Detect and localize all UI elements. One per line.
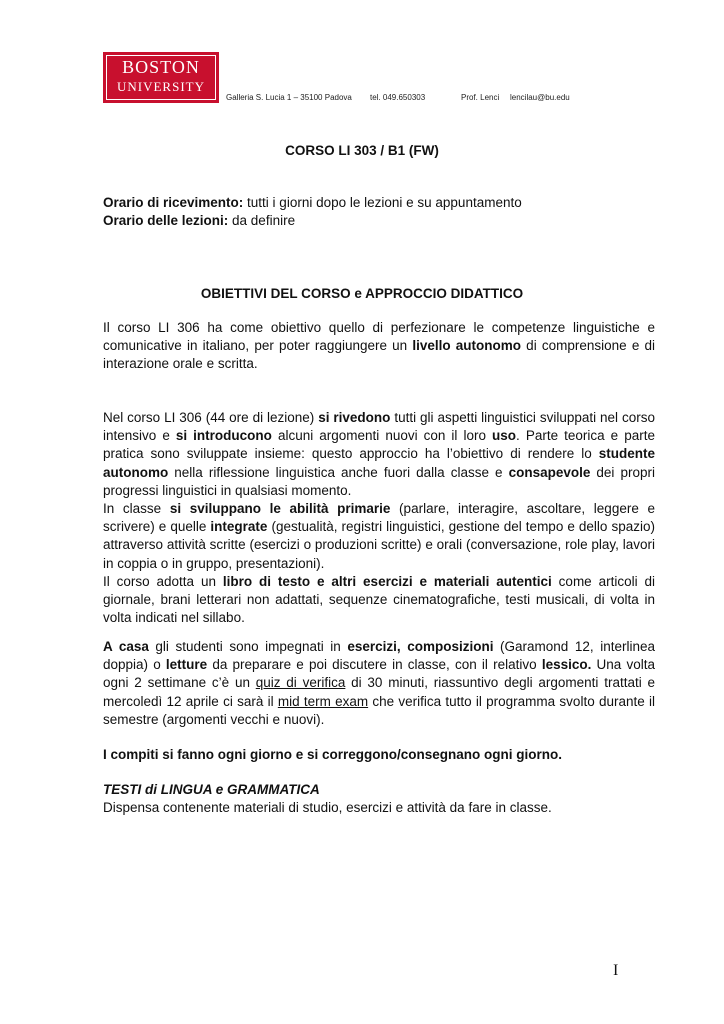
text-run: alcuni argomenti nuovi con il loro [271, 428, 493, 444]
text-run: tutti gli aspetti linguistici sviluppati nel corso intensivo e [103, 410, 655, 444]
lesson-hours-label: Orario delle lezioni: [103, 213, 229, 228]
bold-run: lessico. [541, 657, 592, 673]
bold-run: consapevole [508, 464, 591, 480]
text-run: che verifica tutto il programma svolto durante il semestre (argomenti vecchi e nuovi). [103, 693, 655, 727]
text-run: dei propri progressi linguistici in qualsiasi momento. [103, 464, 655, 498]
bold-run: si sviluppano le abilità primarie [169, 501, 391, 517]
paragraph-homework [103, 638, 655, 729]
page-number: I [613, 962, 619, 979]
text-run: nella riflessione linguistica anche fuori dalla classe e [168, 464, 509, 480]
lesson-hours-line [103, 212, 295, 230]
contact-phone: tel. 049.650303 [370, 93, 426, 102]
bold-run: si rivedono [318, 410, 391, 425]
text-run: Nel corso LI 306 (44 ore di lezione) [103, 410, 319, 425]
text-run: di comprensione e di interazione orale e scritta. [103, 338, 655, 372]
text-run: (parlare, interagire, ascoltare, leggere e scrivere) e quelle [103, 501, 655, 535]
lesson-hours-text: da definire [228, 213, 296, 228]
bold-run: libro di testo e altri esercizi e materiali autentici [222, 573, 552, 589]
bold-run: uso [492, 428, 517, 444]
underlined-run: quiz di verifica [255, 675, 346, 691]
contact-address: Galleria S. Lucia 1 – 35100 Padova [226, 93, 352, 102]
paragraph-materials [103, 573, 655, 628]
text-run: da preparare e poi discutere in classe, con il relativo [207, 657, 542, 673]
bold-run: letture [165, 657, 208, 673]
homework-note: I compiti si fanno ogni giorno e si correggono/consegnano ogni giorno. [103, 747, 562, 762]
bold-run: si introducono [175, 428, 272, 444]
books-text: Dispensa contenente materiali di studio, esercizi e attività da fare in classe. [103, 800, 552, 815]
office-hours-line [103, 194, 522, 212]
text-run: Il corso LI 306 ha come obiettivo quello di perfezionare le competenze linguistiche e comunicative in italiano, per poter raggiungere un [103, 320, 655, 354]
section-title: OBIETTIVI DEL CORSO e APPROCCIO DIDATTICO [200, 286, 524, 301]
underlined-run: mid term exam [277, 693, 369, 709]
bold-run: A casa [103, 639, 149, 654]
boston-university-logo [103, 52, 219, 103]
paragraph-approach [103, 409, 655, 500]
books-heading: TESTI di LINGUA e GRAMMATICA [103, 782, 320, 797]
text-run: (gestualità, registri linguistici, gestione del tempo e dello spazio) attraverso attività scritte (esercizi o produzioni scritte) e orali (conversazione, role play, lavori in coppia o in gruppo, presentazioni). [103, 519, 655, 571]
bold-run: studente autonomo [103, 446, 655, 480]
paragraph-skills [103, 500, 655, 573]
contact-email-link[interactable]: lencilau@bu.edu [510, 93, 570, 102]
text-run: . Parte teorica e parte pratica sono sviluppate insieme: questo approccio ha l’obiettivo di rendere lo [103, 428, 655, 462]
text-run: (Garamond 12, interlinea doppia) o [103, 639, 655, 673]
logo-line-boston: BOSTON [122, 57, 200, 77]
text-run: Una volta ogni 2 settimane c’è un [103, 657, 655, 691]
text-run: Il corso adotta un [103, 573, 223, 589]
bold-run: esercizi, composizioni [347, 639, 494, 654]
text-run: In classe [103, 501, 170, 517]
bold-run: livello autonomo [412, 338, 522, 354]
office-hours-label: Orario di ricevimento: [103, 195, 244, 210]
text-run: gli studenti sono impegnati in [148, 639, 348, 654]
bold-run: integrate [210, 519, 268, 535]
text-run: come articoli di giornale, brani letterari non adattati, sequenze cinematografiche, testi musicali, di volta in volta indicati nel sillabo. [103, 573, 655, 626]
logo-line-university: UNIVERSITY [117, 79, 205, 94]
text-run: di 30 minuti, riassuntivo degli argomenti trattati e mercoledì 12 aprile ci sarà il [103, 675, 655, 709]
contact-professor: Prof. Lenci [461, 93, 500, 102]
paragraph-course-content [103, 409, 655, 627]
office-hours-text: tutti i giorni dopo le lezioni e su appuntamento [243, 195, 522, 210]
course-title: CORSO LI 303 / B1 (FW) [285, 143, 439, 158]
paragraph-objectives [103, 319, 655, 374]
